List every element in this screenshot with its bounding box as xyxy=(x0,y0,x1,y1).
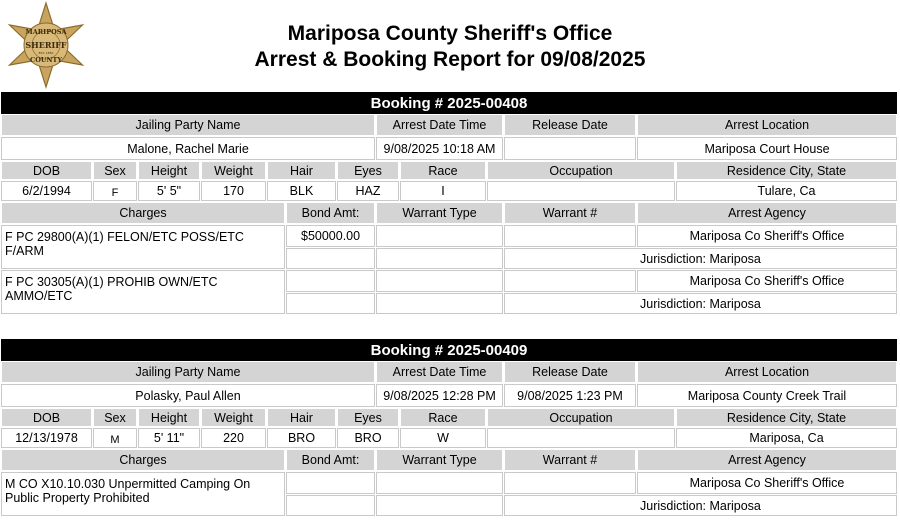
weight: 220 xyxy=(201,428,266,448)
booking-number: Booking # 2025-00409 xyxy=(1,339,897,361)
bond-amount xyxy=(286,270,375,292)
col-charges: Charges xyxy=(1,202,285,224)
col-release-date: Release Date xyxy=(504,361,636,383)
charge-description: M CO X10.10.030 Unpermitted Camping On Public Property Prohibited xyxy=(1,472,285,516)
dob: 12/13/1978 xyxy=(1,428,92,448)
col-jailing-party-name: Jailing Party Name xyxy=(1,114,375,136)
weight: 170 xyxy=(201,181,266,201)
col-height: Height xyxy=(138,408,200,427)
jailing-party-name: Malone, Rachel Marie xyxy=(1,137,375,160)
arrest-agency: Mariposa Co Sheriff's Office xyxy=(637,225,897,247)
col-arrest-agency: Arrest Agency xyxy=(637,449,897,471)
col-weight: Weight xyxy=(201,408,266,427)
bond-amount xyxy=(286,472,375,494)
col-jailing-party-name: Jailing Party Name xyxy=(1,361,375,383)
col-sex: Sex xyxy=(93,408,137,427)
col-dob: DOB xyxy=(1,161,92,180)
col-warrant-no: Warrant # xyxy=(504,202,636,224)
col-arrest-agency: Arrest Agency xyxy=(637,202,897,224)
race: I xyxy=(400,181,486,201)
warrant-type xyxy=(376,472,503,494)
warrant-type-blank xyxy=(376,293,503,314)
hair: BLK xyxy=(267,181,336,201)
col-eyes: Eyes xyxy=(337,408,399,427)
height: 5' 5" xyxy=(138,181,200,201)
warrant-number xyxy=(504,472,636,494)
arrest-agency: Mariposa Co Sheriff's Office xyxy=(637,270,897,292)
bond-amount-blank xyxy=(286,293,375,314)
jurisdiction: Jurisdiction: Mariposa xyxy=(504,495,897,516)
residence: Mariposa, Ca xyxy=(676,428,897,448)
col-eyes: Eyes xyxy=(337,161,399,180)
hair: BRO xyxy=(267,428,336,448)
jurisdiction: Jurisdiction: Mariposa xyxy=(504,293,897,314)
col-hair: Hair xyxy=(267,161,336,180)
col-arrest-location: Arrest Location xyxy=(637,114,897,136)
col-bond-amt: Bond Amt: xyxy=(286,202,375,224)
col-sex: Sex xyxy=(93,161,137,180)
svg-text:SHERIFF: SHERIFF xyxy=(25,40,67,50)
col-warrant-type: Warrant Type xyxy=(376,202,503,224)
release-date xyxy=(504,137,636,160)
eyes: BRO xyxy=(337,428,399,448)
arrest-date-time: 9/08/2025 10:18 AM xyxy=(376,137,503,160)
col-race: Race xyxy=(400,408,486,427)
warrant-type xyxy=(376,225,503,247)
svg-text:MARIPOSA: MARIPOSA xyxy=(25,28,67,36)
col-race: Race xyxy=(400,161,486,180)
bond-amount-blank xyxy=(286,248,375,269)
col-height: Height xyxy=(138,161,200,180)
residence: Tulare, Ca xyxy=(676,181,897,201)
charge-description: F PC 30305(A)(1) PROHIB OWN/ETC AMMO/ETC xyxy=(1,270,285,314)
warrant-type-blank xyxy=(376,248,503,269)
col-residence: Residence City, State xyxy=(676,161,897,180)
occupation xyxy=(487,181,675,201)
report-subtitle: Arrest & Booking Report for 09/08/2025 xyxy=(254,48,646,71)
eyes: HAZ xyxy=(337,181,399,201)
occupation xyxy=(487,428,675,448)
arrest-location: Mariposa County Creek Trail xyxy=(637,384,897,407)
bond-amount: $50000.00 xyxy=(286,225,375,247)
jailing-party-name: Polasky, Paul Allen xyxy=(1,384,375,407)
charge-description: F PC 29800(A)(1) FELON/ETC POSS/ETC F/ARM xyxy=(1,225,285,269)
svg-text:EST. 1850: EST. 1850 xyxy=(38,51,54,55)
booking-number: Booking # 2025-00408 xyxy=(1,92,897,114)
col-dob: DOB xyxy=(1,408,92,427)
col-hair: Hair xyxy=(267,408,336,427)
col-arrest-date-time: Arrest Date Time xyxy=(376,114,503,136)
height: 5' 11" xyxy=(138,428,200,448)
col-weight: Weight xyxy=(201,161,266,180)
report-title: Mariposa County Sheriff's Office xyxy=(287,22,613,45)
arrest-agency: Mariposa Co Sheriff's Office xyxy=(637,472,897,494)
arrest-date-time: 9/08/2025 12:28 PM xyxy=(376,384,503,407)
sex: M xyxy=(93,428,137,448)
warrant-number xyxy=(504,225,636,247)
col-charges: Charges xyxy=(1,449,285,471)
bond-amount-blank xyxy=(286,495,375,516)
col-residence: Residence City, State xyxy=(676,408,897,427)
warrant-type-blank xyxy=(376,495,503,516)
warrant-number xyxy=(504,270,636,292)
col-occupation: Occupation xyxy=(487,161,675,180)
svg-text:COUNTY: COUNTY xyxy=(30,56,62,64)
col-arrest-date-time: Arrest Date Time xyxy=(376,361,503,383)
warrant-type xyxy=(376,270,503,292)
col-warrant-no: Warrant # xyxy=(504,449,636,471)
release-date: 9/08/2025 1:23 PM xyxy=(504,384,636,407)
col-bond-amt: Bond Amt: xyxy=(286,449,375,471)
dob: 6/2/1994 xyxy=(1,181,92,201)
col-warrant-type: Warrant Type xyxy=(376,449,503,471)
arrest-location: Mariposa Court House xyxy=(637,137,897,160)
col-occupation: Occupation xyxy=(487,408,675,427)
col-release-date: Release Date xyxy=(504,114,636,136)
col-arrest-location: Arrest Location xyxy=(637,361,897,383)
jurisdiction: Jurisdiction: Mariposa xyxy=(504,248,897,269)
sex: F xyxy=(93,181,137,201)
race: W xyxy=(400,428,486,448)
